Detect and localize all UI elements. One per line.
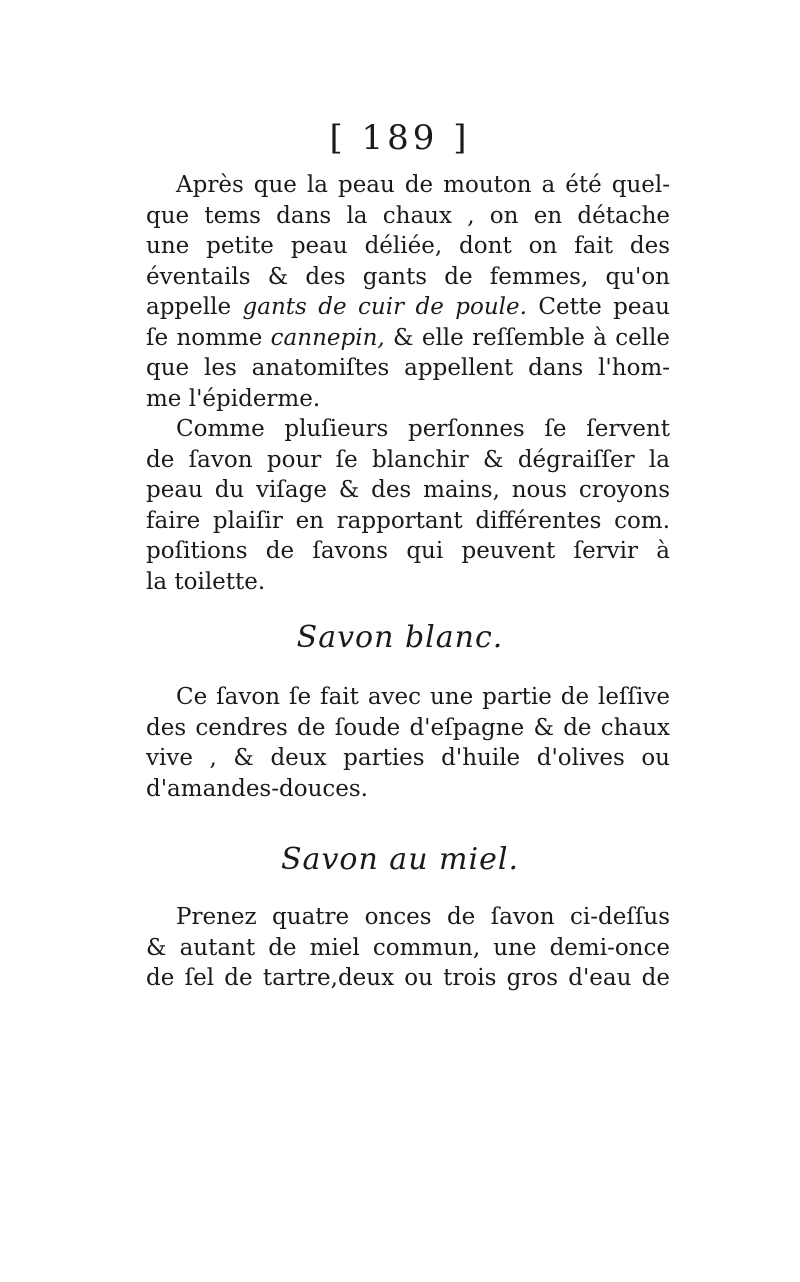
text-span: Cette peau — [526, 294, 670, 320]
text-line — [146, 292, 670, 323]
text-span: & elle reſſemble à celle — [384, 324, 671, 351]
text-line: vive , & deux parties d'huile d'olives ou — [146, 745, 670, 771]
text-line: Comme pluſieurs perſonnes ſe ſervent — [176, 416, 670, 442]
text-line: une petite peau déliée, dont on fait des — [146, 233, 670, 259]
italic-term-gants: gants de cuir de poule. — [242, 294, 527, 320]
text-span: appelle — [146, 294, 243, 320]
text-line: que les anatomiſtes appellent dans l'hom- — [146, 355, 670, 381]
paragraph-peau-de-mouton — [146, 170, 670, 414]
section-heading-savon-au-miel: Savon au miel. — [281, 842, 519, 877]
text-line: d'amandes-douces. — [146, 775, 368, 802]
text-line: poſitions de ſavons qui peuvent ſervir à — [146, 538, 670, 564]
page-number: [ 189 ] — [329, 118, 471, 158]
text-line: que tems dans la chaux , on en détache — [146, 202, 670, 229]
text-line: & autant de miel commun, une demi-once — [146, 934, 670, 961]
paragraph-savon-toilette — [146, 414, 670, 597]
text-span: ſe nomme — [146, 324, 271, 351]
section-heading-savon-blanc: Savon blanc. — [296, 620, 504, 655]
italic-term-cannepin: cannepin, — [270, 324, 385, 351]
text-line — [146, 323, 670, 354]
text-line: la toilette. — [146, 568, 266, 595]
text-line: de ſavon pour ſe blanchir & dégraiſſer la — [146, 446, 670, 473]
paragraph-savon-blanc — [146, 682, 670, 804]
text-line: Ce ſavon ſe fait avec une partie de leſſive — [176, 684, 670, 710]
text-line: Prenez quatre onces de ſavon ci-deſſus — [176, 904, 670, 930]
text-line: faire plaiſir en rapportant différentes com. — [146, 507, 670, 534]
text-line: me l'épiderme. — [146, 385, 321, 412]
text-line: éventails & des gants de femmes, qu'on — [146, 263, 670, 290]
text-line: Après que la peau de mouton a été quel- — [176, 172, 670, 198]
text-line: des cendres de ſoude d'eſpagne & de chaux — [146, 714, 670, 741]
paragraph-savon-au-miel — [146, 902, 670, 994]
text-line: de ſel de tartre,deux ou trois gros d'eau de — [146, 965, 670, 991]
text-line: peau du viſage & des mains, nous croyons — [146, 477, 670, 503]
